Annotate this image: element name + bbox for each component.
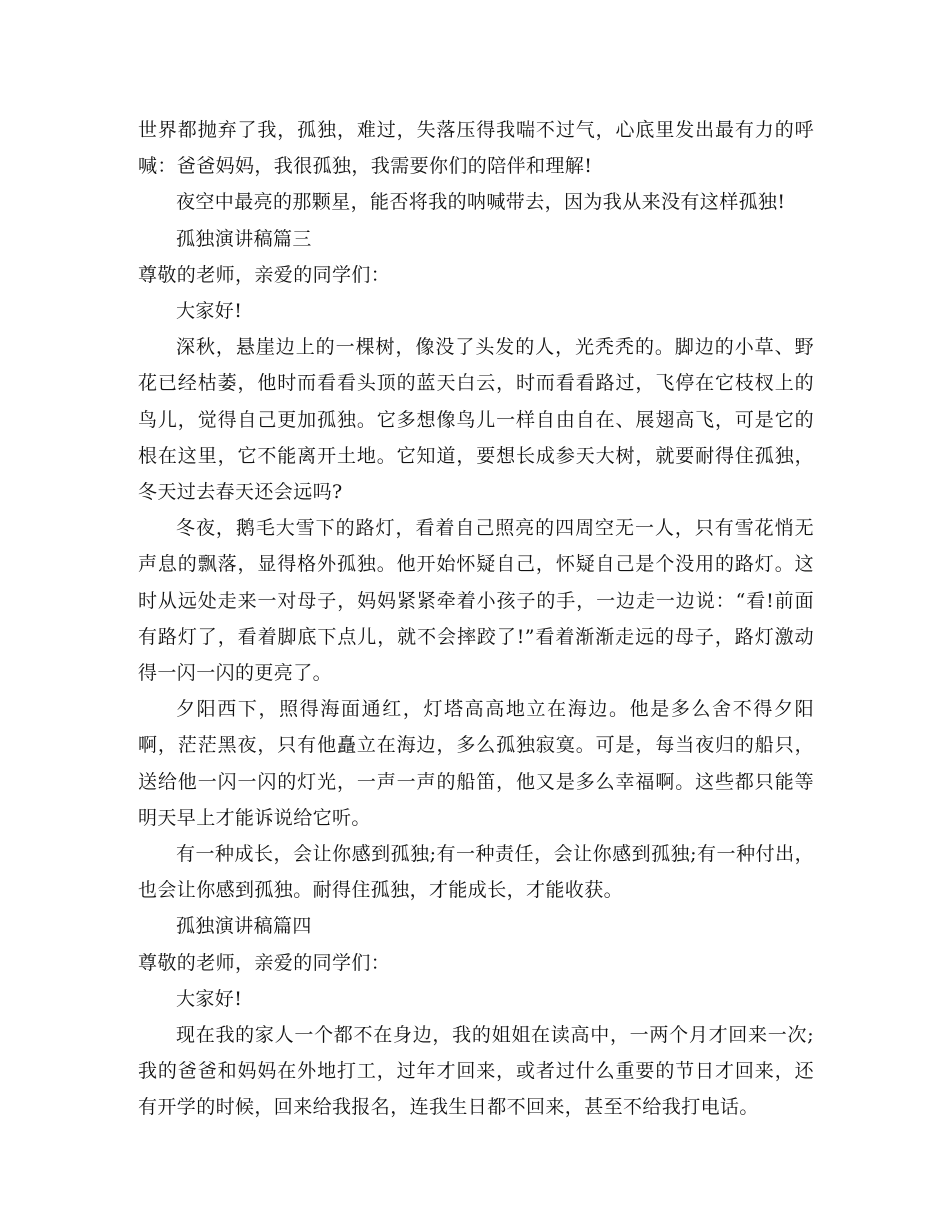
greeting: 大家好! xyxy=(176,300,243,323)
paragraph-family: 现在我的家人一个都不在身边，我的姐姐在读高中，一两个月才回来一次;我的爸爸和妈妈在外地打工，过年才回来，或者过什么重要的节日才回来，还有开学的时候，回来给我报名，连我生日都不回来，甚至不给我打电话。 xyxy=(138,1024,814,1119)
section-heading-4: 孤独演讲稿篇四 xyxy=(176,915,312,938)
document-body xyxy=(138,112,814,1126)
paragraph-1: 世界都抛弃了我，孤独，难过，失落压得我喘不过气，心底里发出最有力的呼喊：爸爸妈妈，我很孤独，我需要你们的陪伴和理解! xyxy=(138,119,814,178)
paragraph-2: 夜空中最亮的那颗星，能否将我的呐喊带去，因为我从来没有这样孤独! xyxy=(176,191,786,214)
paragraph-lighthouse: 夕阳西下，照得海面通红，灯塔高高地立在海边。他是多么舍不得夕阳啊，茫茫黑夜，只有他矗立在海边，多么孤独寂寞。可是，每当夜归的船只，送给他一闪一闪的灯光，一声一声的船笛，他又是多么幸福啊。这些都只能等明天早上才能诉说给它听。 xyxy=(138,698,814,829)
paragraph-growth: 有一种成长，会让你感到孤独;有一种责任，会让你感到孤独;有一种付出，也会让你感到孤独。耐得住孤独，才能成长，才能收获。 xyxy=(138,843,814,902)
greeting-2: 大家好! xyxy=(176,987,243,1010)
salutation: 尊敬的老师，亲爱的同学们： xyxy=(138,263,391,286)
salutation-2: 尊敬的老师，亲爱的同学们： xyxy=(138,951,391,974)
paragraph-autumn-tree: 深秋，悬崖边上的一棵树，像没了头发的人，光秃秃的。脚边的小草、野花已经枯萎，他时而看看头顶的蓝天白云，时而看看路过，飞停在它枝杈上的鸟儿，觉得自己更加孤独。它多想像鸟儿一样自由自在、展翅高飞，可是它的根在这里，它不能离开土地。它知道，要想长成参天大树，就要耐得住孤独，冬天过去春天还会远吗? xyxy=(138,336,814,504)
section-heading-3: 孤独演讲稿篇三 xyxy=(176,227,312,250)
paragraph-winter-lamp: 冬夜，鹅毛大雪下的路灯，看着自己照亮的四周空无一人，只有雪花悄无声息的飘落，显得格外孤独。他开始怀疑自己，怀疑自己是个没用的路灯。这时从远处走来一对母子，妈妈紧紧牵着小孩子的手，一边走一边说：“看!前面有路灯了，看着脚底下点儿，就不会摔跤了!”看着渐渐走远的母子，路灯激动得一闪一闪的更亮了。 xyxy=(138,517,814,685)
